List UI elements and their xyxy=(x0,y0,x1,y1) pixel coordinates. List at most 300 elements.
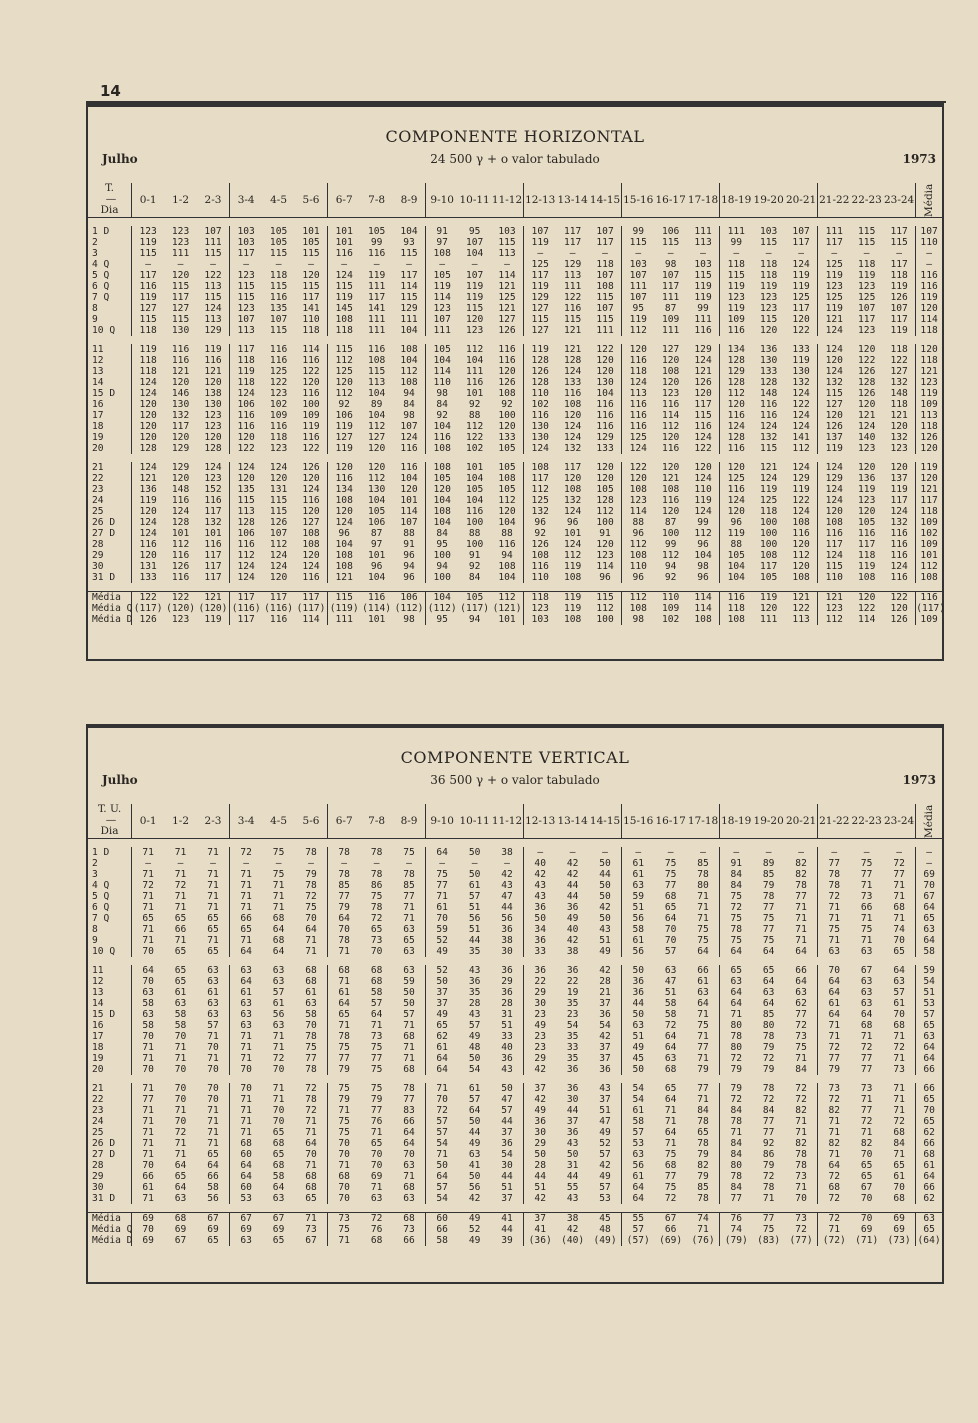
hourly-value: 67 xyxy=(262,1212,295,1224)
hourly-value: 71 xyxy=(403,1041,415,1053)
hourly-value: 126 xyxy=(524,539,557,550)
hourly-value: 36 xyxy=(622,987,655,998)
hourly-value: 146 xyxy=(171,387,190,399)
hourly-value: 63 xyxy=(795,986,807,998)
hourly-value: 84 xyxy=(720,1105,753,1116)
hourly-value: 30 xyxy=(566,1093,579,1105)
hourly-value: 44 xyxy=(501,1170,513,1182)
hourly-value: 116 xyxy=(760,398,778,410)
hourly-value: 115 xyxy=(596,291,614,303)
hourly-value: 141 xyxy=(367,302,386,314)
hourly-value: 70 xyxy=(328,1182,361,1193)
hourly-value: 75 xyxy=(697,1019,709,1031)
hourly-value: 71 xyxy=(230,1116,263,1127)
hourly-value: 120 xyxy=(400,483,418,495)
hourly-value: 136 xyxy=(858,472,876,484)
hourly-value: 36 xyxy=(599,1063,611,1075)
hourly-value: 49 xyxy=(458,1212,491,1224)
hourly-value: (112) xyxy=(394,602,424,614)
hourly-value: 114 xyxy=(302,613,320,625)
hourly-value: 71 xyxy=(207,868,219,880)
hourly-value: 71 xyxy=(230,1053,263,1064)
daily-mean: 65 xyxy=(916,1094,942,1105)
hourly-value: 71 xyxy=(132,935,165,946)
hourly-value: 49 xyxy=(599,945,611,957)
hourly-value: 100 xyxy=(465,516,484,528)
table-subtitle: 36 500 γ + o valor tabulado xyxy=(430,773,600,787)
hourly-value: 73 xyxy=(795,1170,807,1182)
hourly-value: 54 xyxy=(468,1063,481,1075)
hourly-value: 91 xyxy=(599,527,611,539)
hourly-value: 64 xyxy=(622,1193,655,1204)
day-label: 21 xyxy=(92,1082,104,1094)
day-header-line: T. U. xyxy=(97,803,122,816)
hourly-value: 68 xyxy=(272,1159,285,1171)
hourly-value: 63 xyxy=(132,987,165,998)
hourly-value: 49 xyxy=(468,1030,481,1042)
hour-header: 17-18 xyxy=(687,183,720,217)
hourly-value: 116 xyxy=(204,354,222,366)
hourly-value: 79 xyxy=(818,1064,851,1075)
table-row xyxy=(88,858,942,869)
hourly-value: 35 xyxy=(566,1030,579,1042)
hourly-value: 63 xyxy=(230,1009,263,1020)
hourly-value: 80 xyxy=(697,879,709,891)
spacer-row xyxy=(88,217,942,226)
hour-header: 14-15 xyxy=(589,183,622,217)
hourly-value: 122 xyxy=(890,354,908,366)
hourly-value: 109 xyxy=(720,314,753,325)
hourly-value: 123 xyxy=(760,291,778,303)
hourly-value: 65 xyxy=(893,1159,905,1171)
hourly-value: 53 xyxy=(599,1192,611,1204)
hourly-value: 69 xyxy=(207,1223,219,1235)
hourly-value: 104 xyxy=(367,387,386,399)
hourly-value: 88 xyxy=(403,527,415,539)
hourly-value: 125 xyxy=(818,259,851,270)
hourly-value: 70 xyxy=(207,1063,219,1075)
table-row xyxy=(88,388,942,399)
hourly-value: 132 xyxy=(204,516,222,528)
hourly-value: 43 xyxy=(468,1008,481,1020)
daily-mean: 102 xyxy=(916,528,942,539)
hourly-value: 65 xyxy=(174,975,187,987)
hourly-value: 71 xyxy=(893,1104,905,1116)
hour-header: 21-22 xyxy=(818,183,851,217)
hour-header: 15-16 xyxy=(622,804,655,838)
hourly-value: 136 xyxy=(760,343,778,355)
day-label: 27 D xyxy=(92,527,116,539)
hourly-value: — xyxy=(210,857,216,869)
hourly-value: 75 xyxy=(328,1083,361,1094)
day-label: 31 D xyxy=(92,571,116,583)
hourly-value: 87 xyxy=(664,302,677,314)
table-row xyxy=(88,473,942,484)
daily-mean: 121 xyxy=(916,484,942,495)
hourly-value: 70 xyxy=(174,1115,187,1127)
hourly-value: 70 xyxy=(426,913,459,924)
hourly-value: 64 xyxy=(272,1181,285,1193)
hourly-value: 72 xyxy=(720,1094,753,1105)
hourly-value: 95 xyxy=(468,225,481,237)
hourly-value: 127 xyxy=(818,399,851,410)
hourly-value: 75 xyxy=(328,1116,361,1127)
daily-mean: 64 xyxy=(916,935,942,946)
daily-mean: 64 xyxy=(916,1042,942,1053)
hourly-value: 65 xyxy=(720,965,753,976)
daily-mean: 68 xyxy=(916,1149,942,1160)
hourly-value: 79 xyxy=(328,1094,361,1105)
hourly-value: 77 xyxy=(697,1041,709,1053)
hourly-value: 104 xyxy=(720,572,753,583)
hourly-value: 117 xyxy=(858,538,876,550)
hourly-value: 71 xyxy=(207,1104,219,1116)
hourly-value: 94 xyxy=(501,549,513,561)
page-number: 14 xyxy=(100,82,121,100)
hourly-value: 100 xyxy=(426,572,459,583)
hourly-value: 49 xyxy=(468,1234,481,1246)
month-label: Julho xyxy=(102,152,138,166)
hourly-value: 58 xyxy=(272,1170,285,1182)
spacer-row xyxy=(88,336,942,344)
hourly-value: 64 xyxy=(305,923,317,935)
hourly-value: — xyxy=(667,247,674,259)
hourly-value: 75 xyxy=(697,923,709,935)
hourly-value: 75 xyxy=(664,1148,677,1160)
hourly-value: 88 xyxy=(468,409,481,421)
table-row xyxy=(88,421,942,432)
hourly-value: 108 xyxy=(426,248,459,259)
hourly-value: 58 xyxy=(370,986,383,998)
mean-row xyxy=(88,603,942,614)
hourly-value: 118 xyxy=(269,431,288,443)
hourly-value: 78 xyxy=(762,1181,775,1193)
hourly-value: 64 xyxy=(230,946,263,957)
hourly-value: 92 xyxy=(762,1137,775,1149)
day-label: 18 xyxy=(92,420,104,432)
hourly-value: 105 xyxy=(269,236,288,248)
day-header-line: Dia xyxy=(100,825,119,838)
hourly-value: — xyxy=(569,846,576,858)
daily-mean: 63 xyxy=(916,1212,942,1224)
daily-mean: 64 xyxy=(916,902,942,913)
hourly-value: 107 xyxy=(622,292,655,303)
hourly-value: 108 xyxy=(858,571,876,583)
hourly-value: 115 xyxy=(132,248,165,259)
hourly-value: 83 xyxy=(403,1104,415,1116)
hourly-value: — xyxy=(818,248,851,259)
hourly-value: 72 xyxy=(305,1082,317,1094)
day-label: 12 xyxy=(92,354,104,366)
hourly-value: 77 xyxy=(426,880,459,891)
hourly-value: 72 xyxy=(664,1192,677,1204)
hourly-value: 96 xyxy=(599,571,611,583)
hourly-value: 51 xyxy=(524,1182,557,1193)
hourly-value: 66 xyxy=(403,1234,415,1246)
hourly-value: 99 xyxy=(697,516,709,528)
hourly-value: 120 xyxy=(720,506,753,517)
hourly-value: 100 xyxy=(760,527,778,539)
hourly-value: 120 xyxy=(890,602,908,614)
hourly-value: 70 xyxy=(132,976,165,987)
hourly-value: 71 xyxy=(818,1127,851,1138)
hourly-value: 79 xyxy=(697,1170,709,1182)
hourly-value: 72 xyxy=(893,1041,905,1053)
hourly-value: 135 xyxy=(230,484,263,495)
hourly-value: 112 xyxy=(230,550,263,561)
hourly-value: 116 xyxy=(622,355,655,366)
hourly-value: 69 xyxy=(132,1212,165,1224)
hourly-value: 116 xyxy=(858,527,876,539)
hourly-value: 117 xyxy=(204,571,222,583)
day-label: 3 xyxy=(92,868,98,880)
hourly-value: 125 xyxy=(622,432,655,443)
hourly-value: 123 xyxy=(204,420,222,432)
hourly-value: 63 xyxy=(207,964,219,976)
day-label: Média xyxy=(88,591,132,603)
hour-header: 18-19 xyxy=(720,183,753,217)
table-row xyxy=(88,1116,942,1127)
hourly-value: 72 xyxy=(720,1053,753,1064)
hourly-value: 108 xyxy=(622,550,655,561)
hourly-value: 71 xyxy=(132,891,165,902)
hourly-value: 71 xyxy=(132,1116,165,1127)
hourly-value: 71 xyxy=(795,1115,807,1127)
hourly-value: 68 xyxy=(403,1030,415,1042)
hourly-value: (73) xyxy=(887,1234,911,1246)
hourly-value: 50 xyxy=(599,912,611,924)
hourly-value: 78 xyxy=(305,1093,317,1105)
hourly-value: 28 xyxy=(468,997,481,1009)
hourly-value: 68 xyxy=(272,912,285,924)
hourly-value: 33 xyxy=(566,1041,579,1053)
hourly-value: 71 xyxy=(426,891,459,902)
daily-mean: 70 xyxy=(916,1105,942,1116)
hourly-value: 115 xyxy=(230,495,263,506)
hourly-value: 107 xyxy=(400,420,418,432)
day-label: 19 xyxy=(92,431,104,443)
day-label: 31 D xyxy=(92,1192,116,1204)
day-label: 19 xyxy=(92,1052,104,1064)
hourly-value: 65 xyxy=(860,1170,873,1182)
hourly-value: 65 xyxy=(370,923,383,935)
hourly-value: 120 xyxy=(204,376,222,388)
hourly-value: 73 xyxy=(893,1063,905,1075)
hourly-value: 57 xyxy=(622,1224,655,1235)
hour-header: 7-8 xyxy=(360,183,393,217)
hourly-value: 124 xyxy=(622,443,655,454)
hourly-value: 44 xyxy=(622,998,655,1009)
hourly-value: 42 xyxy=(566,934,579,946)
hourly-value: 132 xyxy=(890,431,908,443)
spacer-row xyxy=(88,957,942,965)
hourly-value: 71 xyxy=(230,1127,263,1138)
daily-mean: 120 xyxy=(916,443,942,454)
table-row xyxy=(88,237,942,248)
hourly-value: 114 xyxy=(661,409,680,421)
day-label: 24 xyxy=(92,1115,104,1127)
hourly-value: 124 xyxy=(760,472,778,484)
hourly-value: 63 xyxy=(664,1052,677,1064)
hourly-value: 36 xyxy=(599,1008,611,1020)
hourly-value: 114 xyxy=(687,591,720,603)
hourly-value: 75 xyxy=(720,891,753,902)
hourly-value: 124 xyxy=(818,325,851,336)
hourly-value: 68 xyxy=(664,890,677,902)
hourly-value: 37 xyxy=(599,1052,611,1064)
hourly-value: 73 xyxy=(305,1223,317,1235)
hourly-value: 71 xyxy=(207,1137,219,1149)
hourly-value: 119 xyxy=(426,281,459,292)
hourly-value: 66 xyxy=(795,964,807,976)
hourly-value: 123 xyxy=(818,603,851,614)
hourly-value: 72 xyxy=(818,1042,851,1053)
table-row xyxy=(88,880,942,891)
hourly-value: 42 xyxy=(524,1094,557,1105)
hourly-value: 64 xyxy=(426,1171,459,1182)
hour-header: 12-13 xyxy=(524,804,557,838)
hourly-value: 68 xyxy=(305,1170,317,1182)
hourly-value: 78 xyxy=(697,1137,709,1149)
hourly-value: 122 xyxy=(132,591,165,603)
hourly-value: 71 xyxy=(893,879,905,891)
hourly-value: 68 xyxy=(230,1138,263,1149)
hourly-value: 103 xyxy=(230,237,263,248)
hour-header: 10-11 xyxy=(458,183,491,217)
hourly-value: (120) xyxy=(166,602,196,614)
table-row xyxy=(88,1031,942,1042)
hourly-value: 72 xyxy=(893,857,905,869)
hour-header: 21-22 xyxy=(818,804,851,838)
daily-mean: 57 xyxy=(916,1009,942,1020)
hourly-value: 65 xyxy=(860,1159,873,1171)
hourly-value: 71 xyxy=(426,1149,459,1160)
hourly-value: 102 xyxy=(465,442,484,454)
hourly-value: 57 xyxy=(599,1181,611,1193)
hourly-value: 79 xyxy=(720,1064,753,1075)
hourly-value: 64 xyxy=(664,1041,677,1053)
hourly-value: 124 xyxy=(132,528,165,539)
hourly-value: 114 xyxy=(426,292,459,303)
day-label: 7 Q xyxy=(92,912,110,924)
hourly-value: 120 xyxy=(596,538,614,550)
hourly-value: 53 xyxy=(230,1193,263,1204)
hourly-value: 70 xyxy=(893,934,905,946)
hourly-value: 71 xyxy=(893,1052,905,1064)
hourly-value: 71 xyxy=(207,1115,219,1127)
hourly-value: 50 xyxy=(403,986,415,998)
hourly-value: 115 xyxy=(524,314,557,325)
hourly-value: 100 xyxy=(498,409,516,421)
day-label: 6 Q xyxy=(92,901,110,913)
hourly-value: 116 xyxy=(524,410,557,421)
hourly-value: 57 xyxy=(207,1019,219,1031)
hourly-value: 22 xyxy=(566,975,579,987)
hourly-value: 115 xyxy=(760,236,778,248)
hourly-value: 56 xyxy=(622,913,655,924)
hourly-value: 50 xyxy=(468,868,481,880)
hourly-value: 64 xyxy=(403,1126,415,1138)
hourly-value: 43 xyxy=(524,891,557,902)
hourly-value: 128 xyxy=(720,355,753,366)
hourly-value: 126 xyxy=(269,516,288,528)
hourly-value: 71 xyxy=(697,1093,709,1105)
hourly-value: 44 xyxy=(468,934,481,946)
day-label: 9 xyxy=(92,313,98,325)
hourly-value: 50 xyxy=(426,976,459,987)
day-header-line: T. xyxy=(105,182,114,195)
hourly-value: 133 xyxy=(498,431,516,443)
hourly-value: 97 xyxy=(426,237,459,248)
hour-header: 14-15 xyxy=(589,804,622,838)
hourly-value: 63 xyxy=(762,986,775,998)
hourly-value: 111 xyxy=(818,226,851,237)
hourly-value: 71 xyxy=(818,1020,851,1031)
hourly-value: (40) xyxy=(561,1234,585,1246)
hourly-value: 37 xyxy=(426,998,459,1009)
day-label: 1 D xyxy=(92,225,110,237)
hourly-value: 115 xyxy=(204,291,222,303)
hourly-value: 103 xyxy=(230,226,263,237)
hourly-value: 110 xyxy=(654,591,687,603)
hourly-value: 115 xyxy=(818,388,851,399)
hourly-value: 120 xyxy=(269,571,288,583)
hourly-value: 116 xyxy=(302,387,320,399)
hourly-value: 124 xyxy=(269,461,288,473)
hourly-value: 96 xyxy=(697,571,709,583)
hourly-value: 111 xyxy=(400,313,418,325)
hourly-value: 72 xyxy=(305,890,317,902)
hourly-value: 71 xyxy=(860,1093,873,1105)
hourly-value: 68 xyxy=(664,1159,677,1171)
hourly-value: 42 xyxy=(599,1159,611,1171)
hourly-value: 78 xyxy=(720,1171,753,1182)
table-row xyxy=(88,998,942,1009)
hourly-value: 61 xyxy=(426,1042,459,1053)
hourly-value: 72 xyxy=(272,1052,285,1064)
hourly-value: 77 xyxy=(720,1193,753,1204)
table-row xyxy=(88,377,942,388)
hourly-value: 56 xyxy=(207,1192,219,1204)
hourly-value: 70 xyxy=(370,1148,383,1160)
hourly-value: 116 xyxy=(132,539,165,550)
daily-mean: 62 xyxy=(916,1193,942,1204)
hourly-value: 119 xyxy=(818,443,851,454)
hourly-value: 118 xyxy=(328,325,361,336)
hourly-value: 116 xyxy=(524,561,557,572)
hourly-value: 116 xyxy=(465,376,484,388)
hourly-value: 125 xyxy=(858,291,876,303)
hourly-value: 133 xyxy=(596,442,614,454)
hourly-value: 123 xyxy=(858,280,876,292)
hour-header: 19-20 xyxy=(752,183,785,217)
hourly-value: 42 xyxy=(524,869,557,880)
hourly-value: 63 xyxy=(305,997,317,1009)
day-label: 15 D xyxy=(92,387,116,399)
hourly-value: 123 xyxy=(720,292,753,303)
hourly-value: 57 xyxy=(468,1019,481,1031)
day-column-header xyxy=(88,804,132,838)
hourly-value: 73 xyxy=(328,1212,361,1224)
hourly-value: 108 xyxy=(661,365,680,377)
hourly-value: 48 xyxy=(468,1041,481,1053)
hourly-value: 77 xyxy=(795,1008,807,1020)
hourly-value: 98 xyxy=(426,388,459,399)
hourly-value: 111 xyxy=(465,365,484,377)
daily-mean: 66 xyxy=(916,1064,942,1075)
hourly-value: 21 xyxy=(599,986,611,998)
day-label: 22 xyxy=(92,1093,104,1105)
